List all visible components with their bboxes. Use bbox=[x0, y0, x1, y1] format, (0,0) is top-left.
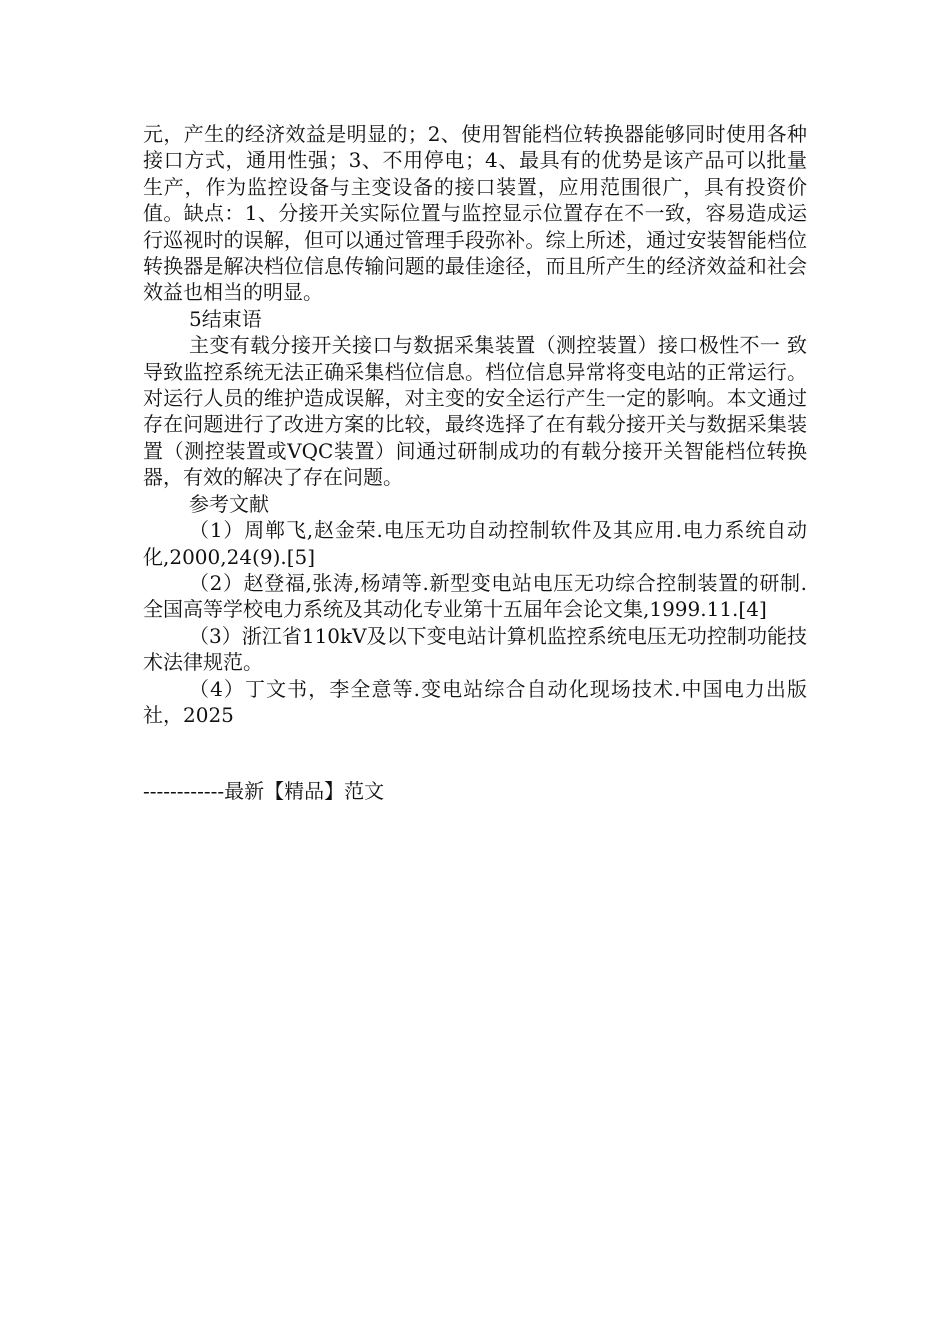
reference-item: （2）赵登福,张涛,杨靖等.新型变电站电压无功综合控制装置的研制.全国高等学校电力系统及其动化专业第十五届年会论文集,1999.11.[4] bbox=[143, 570, 807, 622]
document-page bbox=[143, 121, 807, 805]
reference-item: （4）丁文书，李全意等.变电站综合自动化现场技术.中国电力出版社，2025 bbox=[143, 676, 807, 727]
reference-list bbox=[143, 517, 807, 728]
body-paragraph-conclusion: 主变有载分接开关接口与数据采集装置（测控装置）接口极性不一 致导致监控系统无法正确采集档位信息。档位信息异常将变电站的正常运行。对运行人员的维护造成误解，对主变的安全运行产生一定的影响。本文通过存在问题进行了改进方案的比较，最终选择了在有载分接开关与数据采集装置（测控装置或VQC装置）间通过研制成功的有载分接开关智能档位转换器，有效的解决了存在问题。 bbox=[143, 333, 807, 490]
section-heading-references: 参考文献 bbox=[189, 491, 269, 516]
footer-text: ------------最新【精品】范文 bbox=[143, 779, 385, 804]
reference-item: （1）周郸飞,赵金荣.电压无功自动控制软件及其应用.电力系统自动化,2000,24(9).[5] bbox=[143, 518, 807, 569]
reference-item: （3）浙江省110kV及以下变电站计算机监控系统电压无功控制功能技术法律规范。 bbox=[143, 623, 807, 675]
section-heading-conclusion: 5结束语 bbox=[189, 306, 262, 331]
body-paragraph-continuation: 元，产生的经济效益是明显的；2、使用智能档位转换器能够同时使用各种接口方式，通用性强；3、不用停电；4、最具有的优势是该产品可以批量生产，作为监控设备与主变设备的接口装置，应用范围很广，具有投资价值。缺点：1、分接开关实际位置与监控显示位置存在不一致，容易造成运行巡视时的误解，但可以通过管理手段弥补。综上所述，通过安装智能档位转换器是解决档位信息传输问题的最佳途径，而且所产生的经济效益和社会效益也相当的明显。 bbox=[143, 122, 807, 305]
